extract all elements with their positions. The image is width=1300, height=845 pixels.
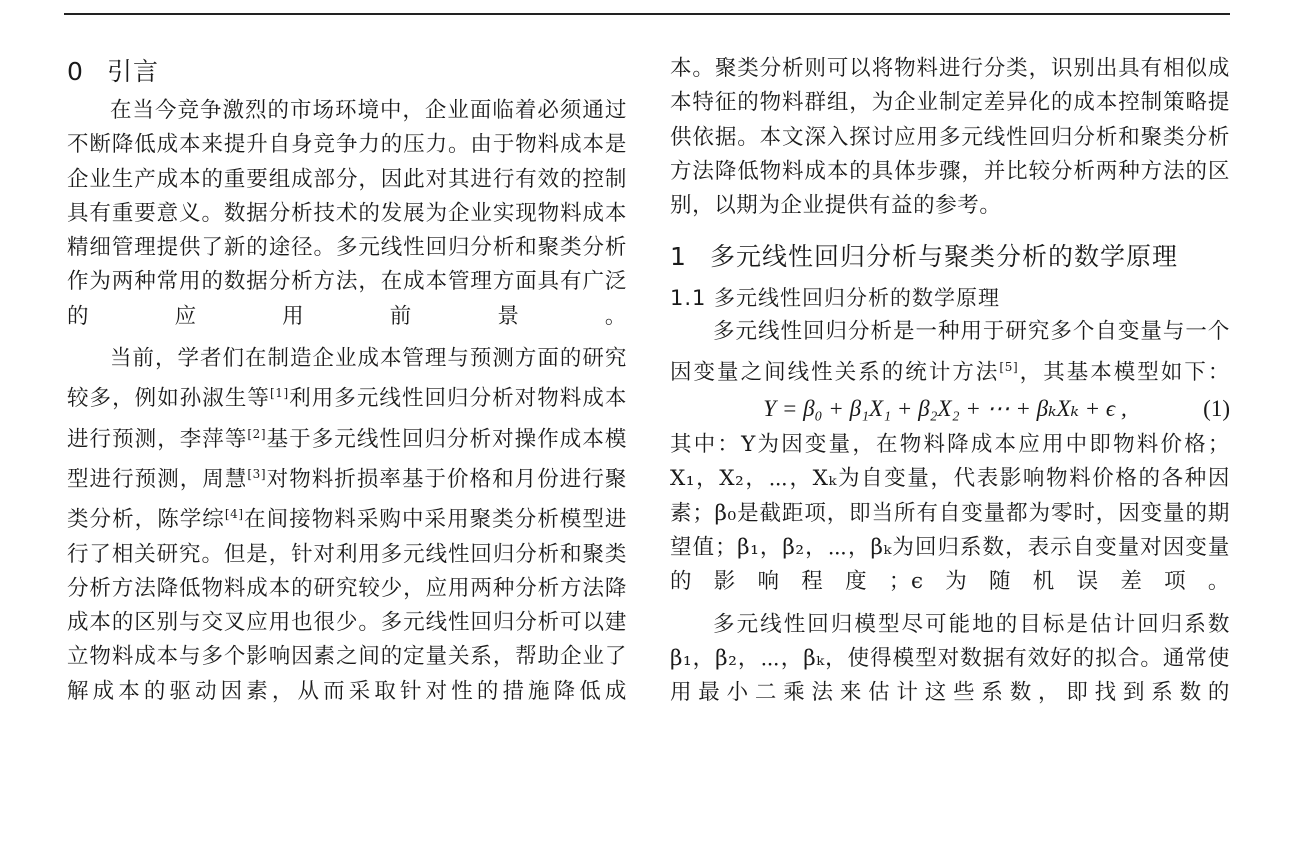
intro-paragraph-2 (67, 342, 627, 709)
equation-number: (1) (1203, 396, 1230, 422)
section-1-title: 多元线性回归分析与聚类分析的数学原理 (710, 242, 1179, 272)
right-column (670, 52, 1230, 710)
section-1-1-title: 多元线性回归分析的数学原理 (714, 286, 1000, 311)
section-1-heading (670, 237, 1230, 277)
section-1-1-heading (670, 281, 1230, 315)
intro-p2-text-5: 在间接物料采购中采用聚类分析模型进行了相关研究。但是，针对利用多元线性回归分析和聚类分析方法降低物料成本的研究较少，应用两种分析方法降成本的区别与交叉应用也很少。多元线性回归分析可以建立物料成本与多个影响因素之间的定量关系，帮助企业了解成本的驱动因素，从而采取针对性的措施降低成 (67, 507, 628, 704)
citation-4: [4] (224, 507, 244, 522)
s11-p1-text-1: 多元线性回归分析是一种用于研究多个自变量与一个因变量之间线性关系的统计方法 (670, 319, 1230, 385)
intro-p2-text-4: 对物料折损率基于价格和月份进行聚类分析，陈学综 (67, 466, 627, 533)
section-1-1-paragraph-2: 其中：Y为因变量，在物料降成本应用中即物料价格；X₁，X₂，⋯，Xₖ为自变量，代表影响物料价格的各种因素；β₀是截距项，即当所有自变量都为零时，因变量的期望值；β₁，β₂，⋯，βₖ为回归系数，表示自变量对因变量的影响程度；ϵ为随机误差项。 (670, 432, 1230, 595)
intro-heading (67, 52, 627, 92)
intro-heading-title: 引言 (107, 57, 160, 86)
equation-1 (670, 390, 1230, 428)
intro-p2-text-2: 利用多元线性回归分析对物料成本进行预测，李萍等 (67, 386, 627, 452)
intro-paragraph-2-continued: 本。聚类分析则可以将物料进行分类，识别出具有相似成本特征的物料群组，为企业制定差异化的成本控制策略提供依据。本文深入探讨应用多元线性回归分析和聚类分析方法降低物料成本的具体步骤，并比较分析两种方法的区别，以期为企业提供有益的参考。 (670, 56, 1230, 219)
citation-3: [3] (247, 466, 267, 481)
citation-1: [1] (269, 386, 289, 401)
section-1-number: 1 (670, 242, 687, 272)
s11-p1-text-2: ，其基本模型如下： (1018, 359, 1230, 385)
section-1-1-number: 1.1 (670, 286, 707, 311)
left-column (67, 52, 627, 709)
intro-paragraph-1: 在当今竞争激烈的市场环境中，企业面临着必须通过不断降低成本来提升自身竞争力的压力。由于物料成本是企业生产成本的重要组成部分，因此对其进行有效的控制具有重要意义。数据分析技术的发展为企业实现物料成本精细管理提供了新的途径。多元线性回归分析和聚类分析作为两种常用的数据分析方法，在成本管理方面具有广泛的应用前景。 (67, 98, 627, 329)
intro-heading-number: 0 (67, 57, 84, 86)
top-rule (64, 13, 1230, 15)
citation-5: [5] (999, 359, 1019, 374)
citation-2: [2] (247, 426, 267, 441)
equation-formula: Y = β₀ + β₁X₁ + β₂X₂ + ⋯ + βₖXₖ + ϵ , (763, 396, 1127, 422)
intro-p2-text-3: 基于多元线性回归分析对操作成本模型进行预测，周慧 (67, 426, 627, 492)
section-1-1-paragraph-3: 多元线性回归模型尽可能地的目标是估计回归系数β₁，β₂，⋯，βₖ，使得模型对数据有效好的拟合。通常使用最小二乘法来估计这些系数，即找到系数的 (670, 611, 1230, 706)
intro-p2-text-1: 当前，学者们在制造企业成本管理与预测方面的研究较多，例如孙淑生等 (67, 346, 627, 412)
section-1-1-paragraph-1 (670, 315, 1230, 390)
